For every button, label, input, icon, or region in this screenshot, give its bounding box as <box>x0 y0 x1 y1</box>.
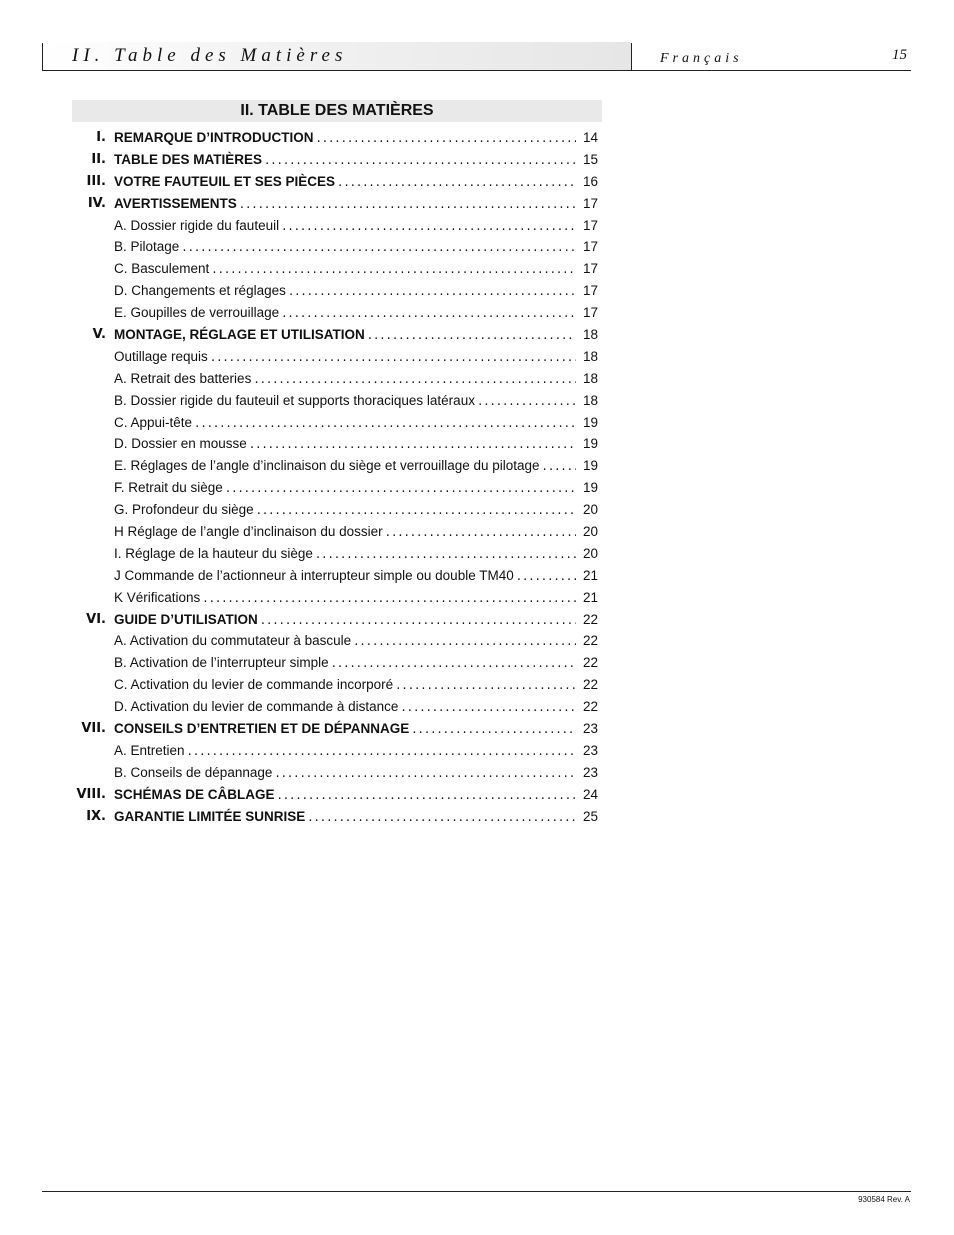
toc-entry-number: VII. <box>81 721 106 737</box>
toc-entry-number: VIII. <box>76 786 106 802</box>
toc-entry-number: IV. <box>87 195 106 211</box>
toc-entry-label: A. Activation du commutateur à bascule <box>114 633 352 649</box>
toc-entry-label: MONTAGE, RÉGLAGE ET UTILISATION <box>114 327 365 343</box>
toc-entry-label: GUIDE D’UTILISATION <box>114 611 258 627</box>
toc-entry-number: III. <box>86 173 106 189</box>
toc-entry-leader <box>114 499 576 522</box>
footer-rule <box>42 1191 911 1192</box>
toc-entry[interactable] <box>72 149 602 171</box>
toc-entry-label: B. Dossier rigide du fauteuil et supports thoraciques latéraux <box>114 392 475 408</box>
toc-entry-label: J Commande de l’actionneur à interrupteur simple ou double TM40 <box>114 567 514 583</box>
header-left-rule <box>42 43 43 71</box>
toc-entry-page: 19 <box>582 480 598 496</box>
toc-entry[interactable] <box>72 784 602 806</box>
toc-entry-page: 18 <box>582 348 598 364</box>
toc-entry-leader <box>114 762 576 785</box>
toc-entry-label: C. Appui-tête <box>114 414 193 430</box>
toc-entry-page: 21 <box>582 589 598 605</box>
toc-entry[interactable] <box>72 477 602 499</box>
toc-entry[interactable] <box>72 499 602 521</box>
toc-entry-page: 22 <box>582 633 598 649</box>
toc-entry-leader <box>114 346 576 369</box>
toc-entry-page: 16 <box>582 173 598 189</box>
toc-entry[interactable] <box>72 346 602 368</box>
toc-entry[interactable] <box>72 718 602 740</box>
toc-entry-leader <box>114 806 576 829</box>
toc-entry[interactable] <box>72 652 602 674</box>
toc-entry-leader <box>114 718 576 741</box>
toc-entry[interactable] <box>72 455 602 477</box>
toc-entry-page: 21 <box>582 567 598 583</box>
toc-entry-page: 20 <box>582 524 598 540</box>
toc-entry-leader <box>114 390 576 413</box>
toc-entry-leader <box>114 630 576 653</box>
toc-entry-leader <box>114 302 576 325</box>
toc-entry[interactable] <box>72 324 602 346</box>
toc-entry[interactable] <box>72 236 602 258</box>
toc-entry-number: VI. <box>86 611 106 627</box>
toc-entry-label: D. Activation du levier de commande à distance <box>114 699 399 715</box>
toc-entry-page: 17 <box>582 195 598 211</box>
toc-entry[interactable] <box>72 412 602 434</box>
toc-entry-label: D. Dossier en mousse <box>114 436 247 452</box>
toc-entry-label: D. Changements et réglages <box>114 283 286 299</box>
toc-entry[interactable] <box>72 674 602 696</box>
toc-entry-page: 23 <box>582 721 598 737</box>
toc-entry-page: 22 <box>582 699 598 715</box>
toc-entry-leader <box>114 258 576 281</box>
toc-entry[interactable] <box>72 609 602 631</box>
toc-entry-page: 17 <box>582 283 598 299</box>
page-number: 15 <box>892 47 907 63</box>
toc-entry-number: II. <box>91 151 106 167</box>
toc-entry-leader <box>114 412 576 435</box>
toc-entry-number: I. <box>96 130 106 145</box>
toc-entry-label: C. Basculement <box>114 261 210 277</box>
toc-entry-leader <box>114 368 576 391</box>
toc-entry-label: Outillage requis <box>114 348 208 364</box>
toc-entry-leader <box>114 652 576 675</box>
toc-entry-label: VOTRE FAUTEUIL ET SES PIÈCES <box>114 173 336 189</box>
toc-entry[interactable] <box>72 193 602 215</box>
header-rule <box>42 70 911 71</box>
toc-entry-page: 15 <box>582 151 598 167</box>
toc-entry-page: 23 <box>582 764 598 780</box>
toc-entry[interactable] <box>72 565 602 587</box>
toc-entry-label: B. Activation de l’interrupteur simple <box>114 655 329 671</box>
toc-entry-label: G. Profondeur du siège <box>114 502 254 518</box>
toc-entry-leader <box>114 609 576 632</box>
toc-entry-leader <box>114 784 576 807</box>
toc-entry-label: H Réglage de l’angle d’inclinaison du dossier <box>114 524 383 540</box>
toc-entry-label: A. Entretien <box>114 742 185 758</box>
toc-entry-leader <box>114 324 576 347</box>
language-label: Français <box>660 51 743 66</box>
toc-entry-leader <box>114 193 576 216</box>
toc-entry[interactable] <box>72 521 602 543</box>
toc-entry-label: B. Pilotage <box>114 239 180 255</box>
toc-entry-leader <box>114 477 576 500</box>
toc-entry-page: 23 <box>582 742 598 758</box>
toc-entry-leader <box>114 280 576 303</box>
toc-entry-leader <box>114 674 576 697</box>
toc-entry-page: 22 <box>582 655 598 671</box>
toc-entry-leader <box>114 433 576 456</box>
toc-entry-page: 18 <box>582 392 598 408</box>
toc-entry-leader <box>114 565 576 588</box>
toc-entry-label: F. Retrait du siège <box>114 480 223 496</box>
toc-entry[interactable] <box>72 433 602 455</box>
toc-entry-page: 25 <box>582 808 598 824</box>
toc-entry-label: REMARQUE D’INTRODUCTION <box>114 130 314 145</box>
toc-entry-leader <box>114 171 576 194</box>
toc-entry-page: 17 <box>582 239 598 255</box>
toc-entry-page: 18 <box>582 327 598 343</box>
toc-entry-page: 22 <box>582 611 598 627</box>
toc-entry[interactable] <box>72 762 602 784</box>
toc-entry-leader <box>114 149 576 172</box>
toc-entry-leader <box>114 521 576 544</box>
toc-entry-label: C. Activation du levier de commande incorporé <box>114 677 394 693</box>
toc-entry-number: IX. <box>86 808 106 824</box>
toc-entry[interactable] <box>72 806 602 828</box>
toc-entry-page: 17 <box>582 261 598 277</box>
toc-entry-page: 24 <box>582 786 598 802</box>
toc-entry[interactable] <box>72 171 602 193</box>
toc-entry-leader <box>114 127 576 150</box>
toc-entry[interactable] <box>72 215 602 237</box>
toc-entry-page: 19 <box>582 458 598 474</box>
toc-entry[interactable] <box>72 543 602 565</box>
header-divider <box>631 43 632 71</box>
toc-entry[interactable] <box>72 258 602 280</box>
toc-entry-label: GARANTIE LIMITÉE SUNRISE <box>114 808 306 824</box>
toc-entry-leader <box>114 740 576 763</box>
toc-entry-page: 18 <box>582 370 598 386</box>
toc-entry-page: 20 <box>582 502 598 518</box>
toc-entry-page: 22 <box>582 677 598 693</box>
toc-entry[interactable] <box>72 280 602 302</box>
document-reference: 930584 Rev. A <box>858 1195 910 1204</box>
toc-entry[interactable] <box>72 368 602 390</box>
toc-entry[interactable] <box>72 740 602 762</box>
toc-entry-label: TABLE DES MATIÈRES <box>114 151 263 167</box>
toc-entry[interactable] <box>72 390 602 412</box>
toc-entry-label: E. Goupilles de verrouillage <box>114 305 280 321</box>
toc-heading: II. TABLE DES MATIÈRES <box>240 102 434 119</box>
toc-entry-label: A. Dossier rigide du fauteuil <box>114 217 280 233</box>
table-of-contents <box>72 127 602 828</box>
toc-entry-label: CONSEILS D’ENTRETIEN ET DE DÉPANNAGE <box>114 721 410 737</box>
toc-entry[interactable] <box>72 630 602 652</box>
toc-entry[interactable] <box>72 587 602 609</box>
toc-entry-leader <box>114 587 576 610</box>
toc-entry-number: V. <box>92 327 106 343</box>
toc-entry-page: 14 <box>582 130 598 145</box>
toc-entry-leader <box>114 543 576 566</box>
toc-entry-page: 17 <box>582 305 598 321</box>
toc-entry-leader <box>114 696 576 719</box>
toc-entry[interactable] <box>72 696 602 718</box>
toc-entry-leader <box>114 455 576 478</box>
toc-entry-label: A. Retrait des batteries <box>114 370 252 386</box>
toc-entry-page: 20 <box>582 545 598 561</box>
toc-entry-page: 17 <box>582 217 598 233</box>
toc-entry-label: E. Réglages de l’angle d’inclinaison du siège et verrouillage du pilotage <box>114 458 540 474</box>
toc-entry-page: 19 <box>582 414 598 430</box>
toc-entry-page: 19 <box>582 436 598 452</box>
toc-entry-label: AVERTISSEMENTS <box>114 195 237 211</box>
toc-entry-label: B. Conseils de dépannage <box>114 764 273 780</box>
toc-entry-label: I. Réglage de la hauteur du siège <box>114 545 313 561</box>
toc-entry-leader <box>114 236 576 259</box>
toc-entry[interactable] <box>72 127 602 149</box>
toc-entry-leader <box>114 215 576 238</box>
toc-entry-label: K Vérifications <box>114 589 201 605</box>
toc-entry-label: SCHÉMAS DE CÂBLAGE <box>114 786 275 802</box>
page-title: II. Table des Matières <box>72 45 348 66</box>
toc-entry[interactable] <box>72 302 602 324</box>
